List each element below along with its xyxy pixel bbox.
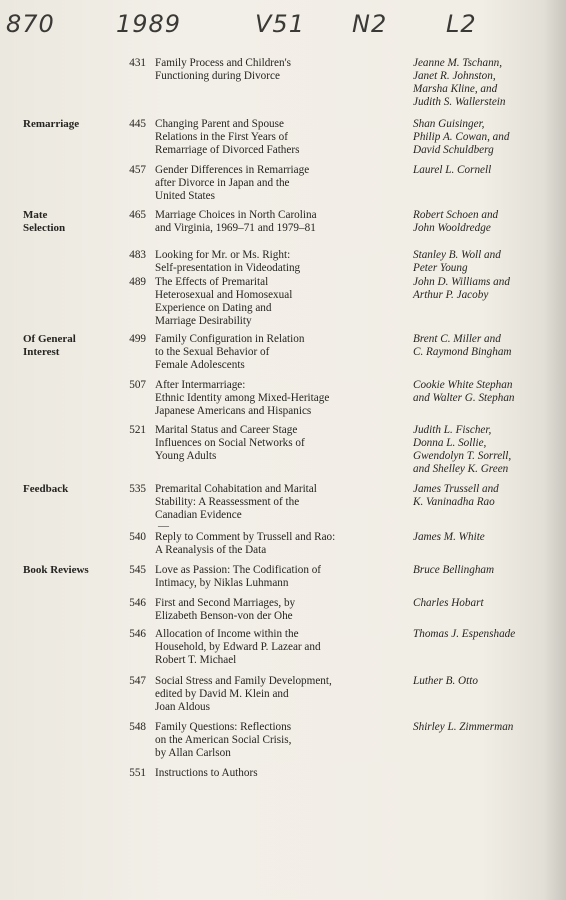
- article-authors: [413, 628, 563, 641]
- section-heading-line: Remarriage: [23, 118, 80, 130]
- page-number: 547: [129, 675, 146, 687]
- article-title-line: Functioning during Divorce: [155, 70, 280, 82]
- article-title: [155, 209, 400, 235]
- author-line: K. Vaninadha Rao: [413, 496, 495, 508]
- page-number: 540: [129, 531, 146, 543]
- article-title-line: Family Process and Children's: [155, 57, 291, 69]
- section-heading: [23, 118, 123, 131]
- article-title-line: to the Sexual Behavior of: [155, 346, 270, 358]
- article-title-line: Premarital Cohabitation and Marital: [155, 483, 317, 495]
- handwritten-note-2: 1989: [116, 10, 182, 38]
- author-line: Thomas J. Espenshade: [413, 628, 516, 640]
- page-number: 457: [129, 164, 146, 176]
- article-title: [155, 379, 400, 418]
- article-title-line: Heterosexual and Homosexual: [155, 289, 293, 301]
- article-title: [155, 424, 400, 463]
- article-title: [155, 675, 400, 714]
- section-heading-line: Mate: [23, 209, 48, 221]
- section-heading-line: Feedback: [23, 483, 69, 495]
- article-title-line: on the American Social Crisis,: [155, 734, 292, 746]
- article-title-line: Reply to Comment by Trussell and Rao:: [155, 531, 336, 543]
- article-title-line: Looking for Mr. or Ms. Right:: [155, 249, 291, 261]
- page-number: 546: [129, 597, 146, 609]
- article-title: [155, 164, 400, 203]
- article-authors: [413, 379, 563, 405]
- author-line: Donna L. Sollie,: [413, 437, 487, 449]
- article-title-line: Relations in the First Years of: [155, 131, 289, 143]
- article-title-line: Love as Passion: The Codification of: [155, 564, 322, 576]
- article-title-line: Stability: A Reassessment of the: [155, 496, 300, 508]
- page-number: 548: [129, 721, 146, 733]
- article-authors: [413, 209, 563, 235]
- section-heading: [23, 209, 123, 235]
- handwritten-note-3: V51: [255, 10, 305, 38]
- article-title: [155, 628, 400, 667]
- author-line: Luther B. Otto: [413, 675, 478, 687]
- author-line: Stanley B. Woll and: [413, 249, 501, 261]
- author-line: and Shelley K. Green: [413, 463, 509, 475]
- article-title-line: Marital Status and Career Stage: [155, 424, 298, 436]
- author-line: Cookie White Stephan: [413, 379, 513, 391]
- article-authors: [413, 675, 563, 688]
- article-title-line: Changing Parent and Spouse: [155, 118, 284, 130]
- handwritten-note-4: N2: [352, 10, 388, 38]
- article-title-line: After Intermarriage:: [155, 379, 246, 391]
- article-authors: [413, 721, 563, 734]
- article-title-line: edited by David M. Klein and: [155, 688, 289, 700]
- article-title: [155, 249, 400, 275]
- page-number: 535: [129, 483, 146, 495]
- author-line: James Trussell and: [413, 483, 499, 495]
- article-title-line: Marriage Desirability: [155, 315, 252, 327]
- handwritten-note-1: 870: [6, 10, 55, 38]
- article-title-line: Allocation of Income within the: [155, 628, 299, 640]
- article-title: [155, 531, 400, 557]
- author-line: Judith L. Fischer,: [413, 424, 492, 436]
- article-title-line: Elizabeth Benson-von der Ohe: [155, 610, 293, 622]
- article-authors: [413, 249, 563, 275]
- author-line: Judith S. Wallerstein: [413, 96, 506, 108]
- article-title-line: Japanese Americans and Hispanics: [155, 405, 312, 417]
- page-number: 445: [129, 118, 146, 130]
- author-line: Bruce Bellingham: [413, 564, 495, 576]
- page-number: 465: [129, 209, 146, 221]
- article-authors: [413, 531, 563, 544]
- page-number: 545: [129, 564, 146, 576]
- article-title: [155, 597, 400, 623]
- page-number: 507: [129, 379, 146, 391]
- section-heading-line: Book Reviews: [23, 564, 89, 576]
- article-authors: [413, 118, 563, 157]
- author-line: Robert Schoen and: [413, 209, 499, 221]
- page-number: 521: [129, 424, 146, 436]
- article-authors: [413, 57, 563, 109]
- article-title: [155, 333, 400, 372]
- page-number: 489: [129, 276, 146, 288]
- author-line: Laurel L. Cornell: [413, 164, 492, 176]
- article-title-line: Gender Differences in Remarriage: [155, 164, 310, 176]
- article-title: [155, 767, 400, 780]
- article-title-line: Ethnic Identity among Mixed-Heritage: [155, 392, 330, 404]
- page-number: 431: [129, 57, 146, 69]
- author-line: Marsha Kline, and: [413, 83, 498, 95]
- article-title-line: Robert T. Michael: [155, 654, 237, 666]
- author-line: C. Raymond Bingham: [413, 346, 512, 358]
- page-number: 551: [129, 767, 146, 779]
- handwritten-note-5: L2: [446, 10, 477, 38]
- article-authors: [413, 564, 563, 577]
- article-title-line: by Allan Carlson: [155, 747, 231, 759]
- article-title-line: Intimacy, by Niklas Luhmann: [155, 577, 289, 589]
- author-line: David Schuldberg: [413, 144, 494, 156]
- article-title-line: Self-presentation in Videodating: [155, 262, 301, 274]
- section-heading-line: Selection: [23, 222, 66, 234]
- author-line: John Wooldredge: [413, 222, 491, 234]
- author-line: and Walter G. Stephan: [413, 392, 515, 404]
- article-authors: [413, 333, 563, 359]
- article-title-line: First and Second Marriages, by: [155, 597, 296, 609]
- article-authors: [413, 597, 563, 610]
- section-heading-line: Interest: [23, 346, 60, 358]
- article-title-line: Family Questions: Reflections: [155, 721, 292, 733]
- author-line: Arthur P. Jacoby: [413, 289, 489, 301]
- article-title-line: Influences on Social Networks of: [155, 437, 305, 449]
- page-number: 499: [129, 333, 146, 345]
- article-title-line: Canadian Evidence: [155, 509, 242, 521]
- author-line: John D. Williams and: [413, 276, 510, 288]
- article-authors: [413, 424, 563, 476]
- article-title: [155, 57, 400, 83]
- article-title: [155, 721, 400, 760]
- author-line: Jeanne M. Tschann,: [413, 57, 503, 69]
- author-line: Shan Guisinger,: [413, 118, 485, 130]
- article-title-line: Social Stress and Family Development,: [155, 675, 332, 687]
- author-line: Gwendolyn T. Sorrell,: [413, 450, 512, 462]
- author-line: James M. White: [413, 531, 485, 543]
- article-title: [155, 483, 400, 522]
- handwritten-annotation: [0, 6, 566, 46]
- section-heading-line: Of General: [23, 333, 76, 345]
- author-line: Janet R. Johnston,: [413, 70, 496, 82]
- article-title-line: and Virginia, 1969–71 and 1979–81: [155, 222, 316, 234]
- article-title-line: Joan Aldous: [155, 701, 211, 713]
- separator-dash: —: [158, 520, 169, 532]
- author-line: Charles Hobart: [413, 597, 484, 609]
- article-title: [155, 118, 400, 157]
- article-title-line: Young Adults: [155, 450, 217, 462]
- author-line: Peter Young: [413, 262, 468, 274]
- article-title-line: Marriage Choices in North Carolina: [155, 209, 317, 221]
- article-title-line: A Reanalysis of the Data: [155, 544, 267, 556]
- article-title-line: after Divorce in Japan and the: [155, 177, 290, 189]
- article-title-line: Experience on Dating and: [155, 302, 272, 314]
- section-heading: [23, 483, 123, 496]
- article-authors: [413, 483, 563, 509]
- section-heading: [23, 564, 123, 577]
- article-title-line: The Effects of Premarital: [155, 276, 269, 288]
- page-number: 546: [129, 628, 146, 640]
- article-title-line: United States: [155, 190, 215, 202]
- article-title-line: Household, by Edward P. Lazear and: [155, 641, 321, 653]
- article-title-line: Instructions to Authors: [155, 767, 258, 779]
- author-line: Philip A. Cowan, and: [413, 131, 510, 143]
- article-title: [155, 564, 400, 590]
- article-title-line: Remarriage of Divorced Fathers: [155, 144, 300, 156]
- page-number: 483: [129, 249, 146, 261]
- author-line: Brent C. Miller and: [413, 333, 501, 345]
- article-title: [155, 276, 400, 328]
- author-line: Shirley L. Zimmerman: [413, 721, 514, 733]
- article-authors: [413, 276, 563, 302]
- article-title-line: Female Adolescents: [155, 359, 245, 371]
- article-authors: [413, 164, 563, 177]
- section-heading: [23, 333, 123, 359]
- article-title-line: Family Configuration in Relation: [155, 333, 305, 345]
